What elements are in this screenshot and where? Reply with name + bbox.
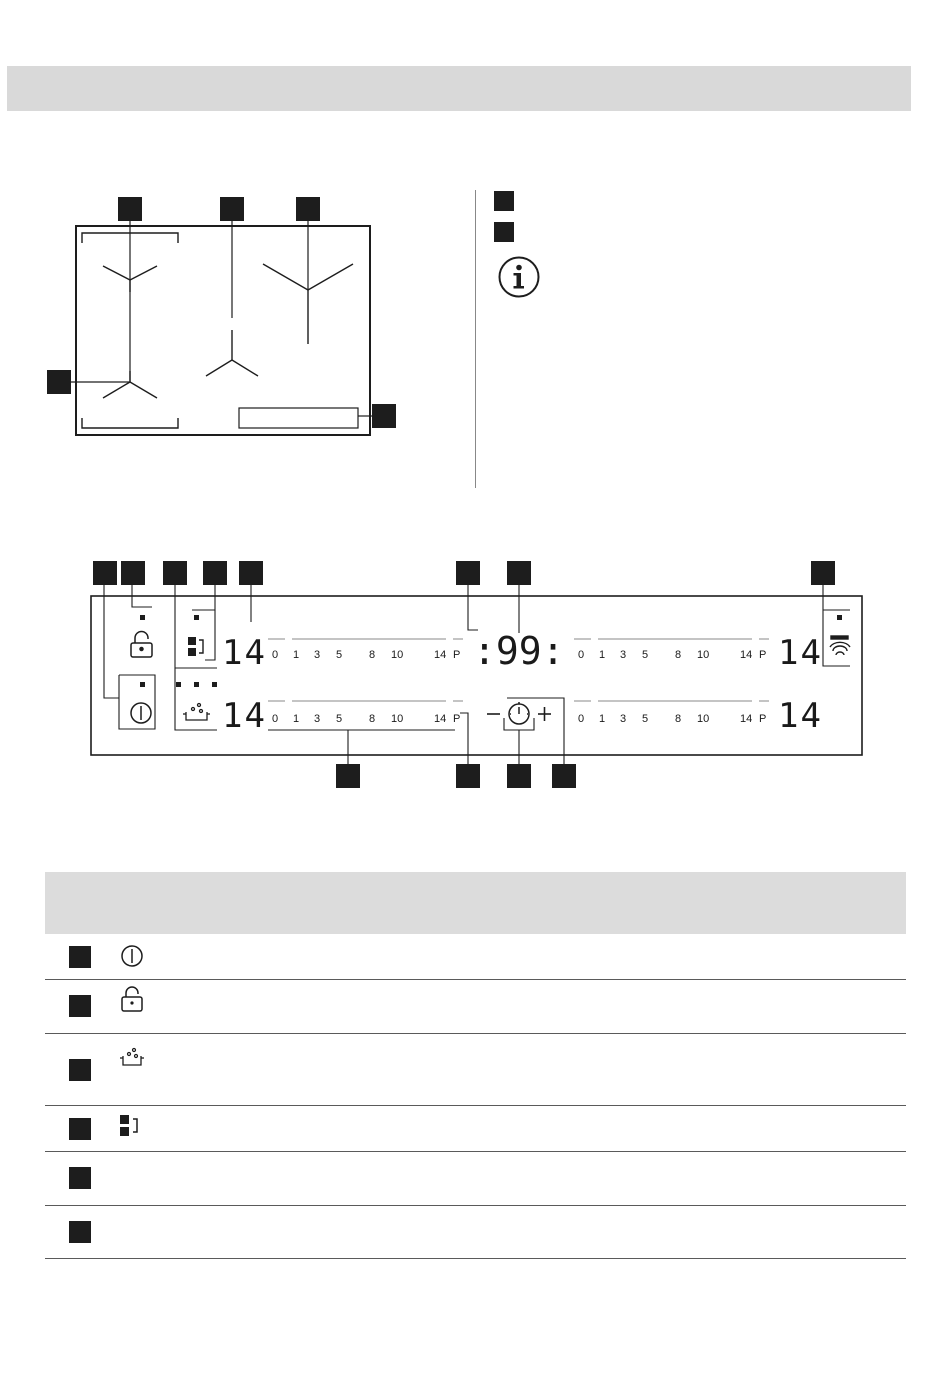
slider-scale-label[interactable]: 5 [336,649,343,661]
slider-scale-label[interactable]: 14 [434,649,447,661]
slider-scale-label[interactable]: 1 [599,713,606,725]
table-row-divider [45,1258,906,1259]
zone-display-rear-right: 14 [778,696,823,736]
table-row-divider [45,1033,906,1034]
table-row-divider [45,1151,906,1152]
slider-scale-label[interactable]: 1 [293,649,300,661]
slider-scale-label[interactable]: 3 [620,713,627,725]
slider-scale-label[interactable]: 10 [697,649,710,661]
zone-display-front-right: 14 [778,633,823,673]
info-icon [497,255,541,299]
slider-scale-label[interactable]: 8 [369,713,376,725]
boil-icon [183,704,210,721]
control-panel-area [239,408,358,428]
callout-marker [296,197,320,221]
slider-scale-label[interactable]: 3 [314,713,321,725]
slider-scale-label[interactable]: 1 [599,649,606,661]
slider-scale-label[interactable]: 5 [642,713,649,725]
panel-outline [91,596,862,755]
legend-marker [494,191,514,211]
callout-marker [220,197,244,221]
slider-scale-label[interactable]: 10 [391,649,404,661]
slider-scale-label[interactable]: 3 [620,649,627,661]
callout-marker [372,404,396,428]
slider-scale-label[interactable]: 8 [369,649,376,661]
callout-marker [118,197,142,221]
callout-marker [47,370,71,394]
zone-display-front-left: 14 [222,633,267,673]
slider-scale-label[interactable]: 0 [578,713,585,725]
table-row-marker [69,995,91,1017]
table-row-divider [45,1105,906,1106]
lock-icon [131,632,152,658]
slider-scale-label[interactable]: 8 [675,713,682,725]
callout-markers-top [93,561,835,585]
section-header-bar [7,66,911,111]
power-icon [118,942,146,970]
slider-scale-label[interactable]: 8 [675,649,682,661]
hob-outline [76,226,370,435]
table-row-marker [69,1059,91,1081]
timer-icon [509,702,529,724]
slider-scale-label[interactable]: 3 [314,649,321,661]
hob-layout-diagram [0,180,470,460]
table-row-marker [69,1167,91,1189]
timer-plus-button[interactable] [538,707,551,721]
slider-scale-label[interactable]: P [453,713,461,725]
table-row-marker [69,946,91,968]
slider-scale-label[interactable]: P [759,649,767,661]
table-row-marker [69,1118,91,1140]
slider-scale-label[interactable]: 1 [293,713,300,725]
cooking-zone-middle [206,330,258,376]
slider-scale-label[interactable]: 0 [578,649,585,661]
callout-markers-bottom [336,764,576,788]
slider-scale-label[interactable]: 0 [272,649,279,661]
table-row-marker [69,1221,91,1243]
boil-icon [118,1044,146,1072]
table-row-divider [45,1205,906,1206]
hob2hood-icon [830,636,850,655]
column-divider [475,190,476,488]
zone-display-rear-left: 14 [222,696,267,736]
slider-scale-label[interactable]: 5 [642,649,649,661]
slider-scale-label[interactable]: 10 [391,713,404,725]
table-header [45,872,906,934]
legend-marker [494,222,514,242]
control-panel-diagram [0,555,950,795]
panel-leader-lines [104,585,850,764]
table-row-divider [45,979,906,980]
slider-scale-label[interactable]: P [453,649,461,661]
slider-scale-label[interactable]: 14 [434,713,447,725]
slider-scale-label[interactable]: 14 [740,649,753,661]
bridge-icon [188,637,203,656]
timer-display: :99: [473,629,565,673]
leader-lines [71,221,372,416]
slider-scale-label[interactable]: 14 [740,713,753,725]
slider-scale-label[interactable]: 5 [336,713,343,725]
power-icon [131,703,151,723]
slider-scale-label[interactable]: 10 [697,713,710,725]
slider-scale-label[interactable]: P [759,713,767,725]
bridge-icon [118,1112,146,1140]
slider-scale-label[interactable]: 0 [272,713,279,725]
lock-icon [118,986,146,1014]
